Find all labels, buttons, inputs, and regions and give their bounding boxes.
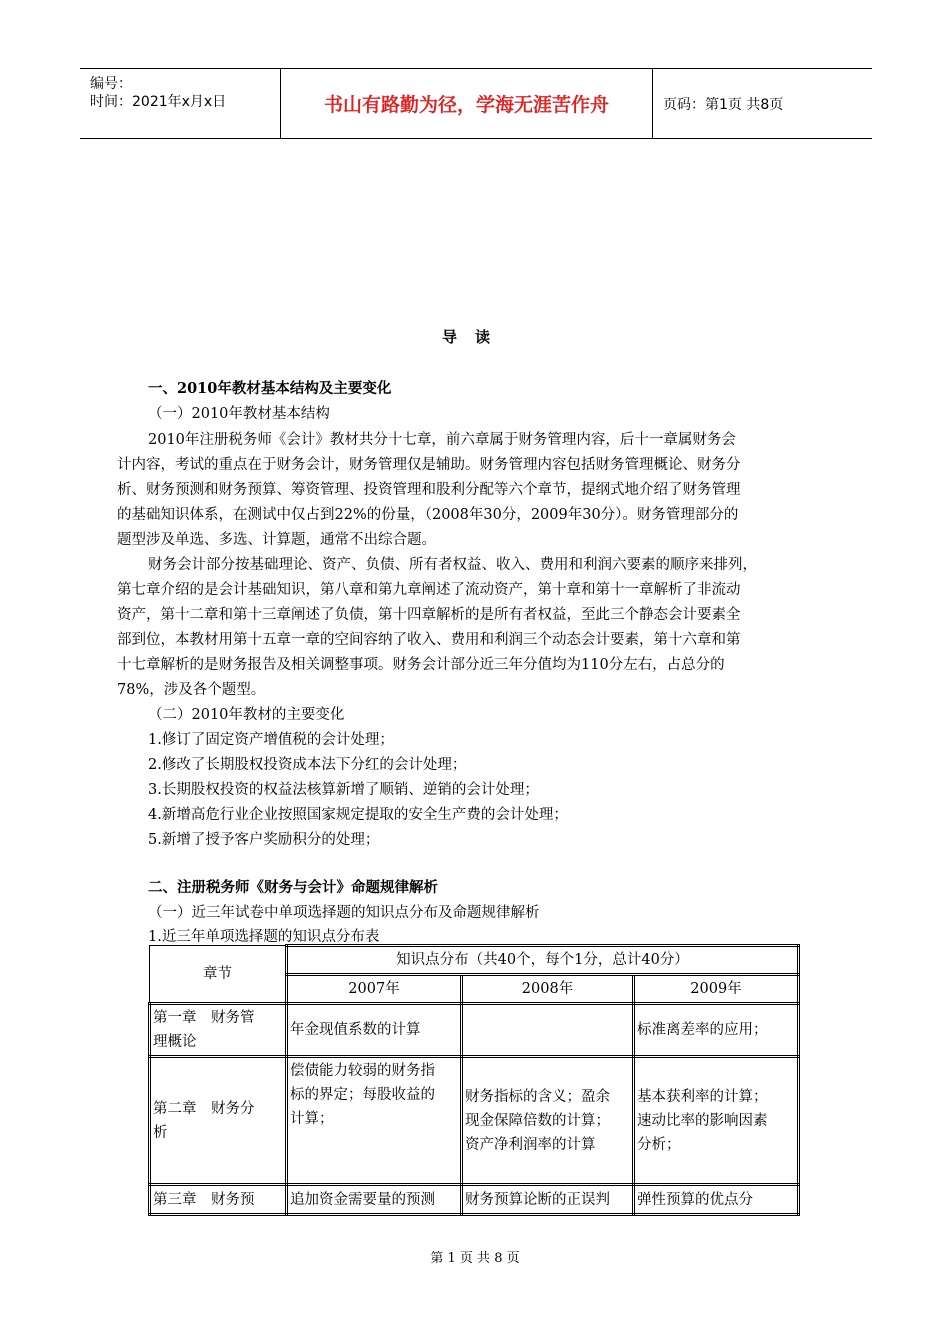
cell-line: 标准离差率的应用； <box>637 1022 768 1038</box>
page-title: 导读 <box>441 328 508 346</box>
cell-line: 财务预算论断的正误判 <box>465 1191 610 1208</box>
cell-line: 第一章 财务管 <box>153 1010 255 1026</box>
paragraph-1-line: 析、财务预测和财务预算、筹资管理、投资管理和股利分配等六个章节，提纲式地介绍了财务管理 <box>117 482 741 498</box>
cell-line: 第三章 财务预 <box>153 1191 255 1208</box>
paragraph-1-line: 计内容，考试的重点在于财务会计，财务管理仅是辅助。财务管理内容包括财务管理概论、财务分 <box>117 457 741 473</box>
table-caption: 1.近三年单项选择题的知识点分布表 <box>148 929 380 945</box>
paragraph-1-line: 2010年注册税务师《会计》教材共分十七章，前六章属于财务管理内容，后十一章属财务会 <box>148 432 736 448</box>
paragraph-1-line: 题型涉及单选、多选、计算题，通常不出综合题。 <box>117 532 436 548</box>
cell-line: 追加资金需要量的预测 <box>290 1191 435 1208</box>
year-header-cell <box>287 975 462 1004</box>
cell-line: 弹性预算的优点分 <box>637 1191 753 1208</box>
cell-line: 计算； <box>290 1111 334 1127</box>
cell-line: 第二章 财务分 <box>153 1100 255 1117</box>
year-header: 2007年 <box>348 981 400 997</box>
cell-2008 <box>462 1004 634 1057</box>
cell-2007 <box>287 1004 462 1057</box>
table-row <box>150 1185 799 1215</box>
cell-2007 <box>287 1057 462 1185</box>
section-1-1-heading: （一）2010年教材基本结构 <box>148 406 330 422</box>
year-header: 2008年 <box>521 981 574 997</box>
knowledge-distribution-table <box>148 944 800 1216</box>
year-header-cell <box>634 975 799 1004</box>
cell-line: 理概论 <box>153 1034 197 1050</box>
cell-2007 <box>287 1185 462 1215</box>
cell-line: 现金保障倍数的计算； <box>465 1112 610 1129</box>
table-row <box>150 1004 799 1057</box>
cell-line: 析 <box>153 1124 168 1141</box>
cell-2008 <box>462 1185 634 1215</box>
cell-line: 速动比率的影响因素 <box>637 1112 768 1129</box>
year-header: 2009年 <box>690 981 742 997</box>
change-item: 5.新增了授予客户奖励积分的处理； <box>148 832 380 848</box>
cell-2008 <box>462 1057 634 1185</box>
paragraph-1-line: 的基础知识体系，在测试中仅占到22%的份量，（2008年30分，2009年30分）。财务管理部分的 <box>117 507 739 523</box>
change-item: 3.长期股权投资的权益法核算新增了顺销、逆销的会计处理； <box>148 782 539 798</box>
paragraph-2-line: 78%，涉及各个题型。 <box>117 682 266 698</box>
change-item: 4.新增高危行业企业按照国家规定提取的安全生产费的会计处理； <box>148 807 568 823</box>
header-page-info: 页码：第1页 共8页 <box>663 96 784 113</box>
change-item: 1.修订了固定资产增值税的会计处理； <box>148 732 394 748</box>
change-item: 2.修改了长期股权投资成本法下分红的会计处理； <box>148 757 467 773</box>
paragraph-2-line: 十七章解析的是财务报告及相关调整事项。财务会计部分近三年分值均为110分左右，占总分的 <box>117 657 725 673</box>
header-info-cell <box>80 69 281 138</box>
span-header-cell <box>287 946 799 975</box>
doc-code-label: 编号： <box>90 76 132 92</box>
header-motto: 书山有路勤为径，学海无涯苦作舟 <box>281 69 653 138</box>
cell-2009 <box>634 1057 799 1185</box>
chapter-cell <box>150 1185 287 1215</box>
section-1-heading: 一、2010年教材基本结构及主要变化 <box>148 380 392 397</box>
year-header-cell <box>462 975 634 1004</box>
cell-line: 基本获利率的计算； <box>637 1088 768 1105</box>
cell-line: 资产净利润率的计算 <box>465 1136 596 1153</box>
paragraph-2-line: 部到位，本教材用第十五章一章的空间容纳了收入、费用和利润三个动态会计要素，第十六章和第 <box>117 632 741 648</box>
chapter-cell <box>150 1004 287 1057</box>
paragraph-2-line: 第七章介绍的是会计基础知识，第八章和第九章阐述了流动资产，第十章和第十一章解析了非流动 <box>117 582 741 598</box>
paragraph-2-line: 财务会计部分按基础理论、资产、负债、所有者权益、收入、费用和利润六要素的顺序来排列， <box>148 557 757 573</box>
page-header <box>80 68 872 139</box>
cell-line: 分析； <box>637 1136 681 1153</box>
doc-time-label: 时间：2021年x月x日 <box>90 94 227 110</box>
section-1-2-heading: （二）2010年教材的主要变化 <box>148 707 345 723</box>
cell-line: 标的界定；每股收益的 <box>290 1087 435 1103</box>
span-header: 知识点分布（共40个，每个1分，总计40分） <box>396 952 689 968</box>
cell-2009 <box>634 1185 799 1215</box>
chapter-cell <box>150 1057 287 1185</box>
cell-2009 <box>634 1004 799 1057</box>
page-footer: 第 1 页 共 8 页 <box>430 1251 520 1266</box>
cell-line: 偿债能力较弱的财务指 <box>290 1063 435 1079</box>
paragraph-2-line: 资产，第十二章和第十三章阐述了负债，第十四章解析的是所有者权益，至此三个静态会计要素全 <box>117 607 741 623</box>
chapter-header-cell <box>150 946 287 1004</box>
cell-line: 年金现值系数的计算 <box>290 1022 421 1038</box>
chapter-header: 章节 <box>203 966 232 982</box>
cell-line: 财务指标的含义；盈余 <box>465 1088 610 1105</box>
section-2-1-heading: （一）近三年试卷中单项选择题的知识点分布及命题规律解析 <box>148 905 540 921</box>
table-row <box>150 1057 799 1185</box>
section-2-heading: 二、注册税务师《财务与会计》命题规律解析 <box>148 879 438 896</box>
